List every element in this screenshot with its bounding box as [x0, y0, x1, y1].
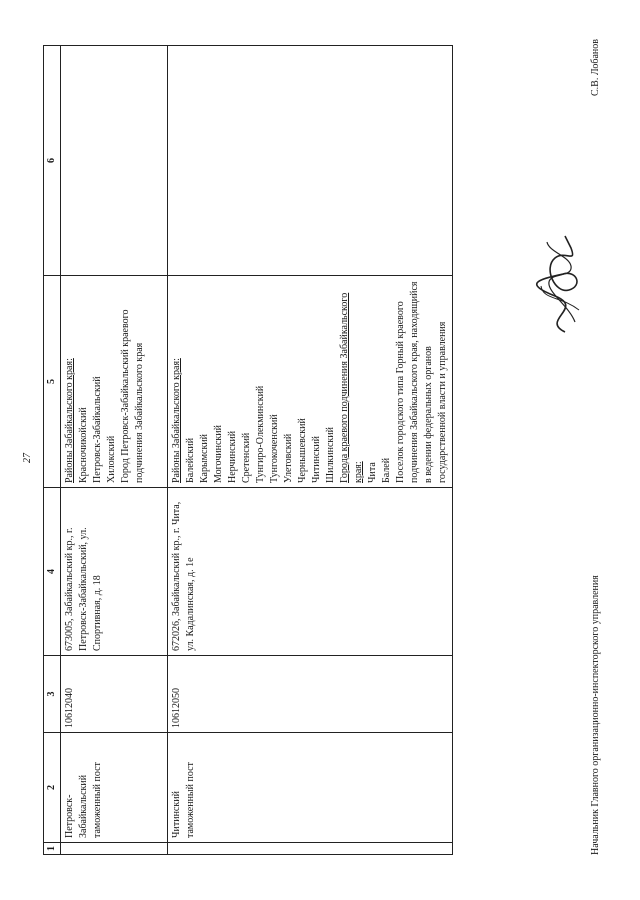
territory-item: Нерчинский	[227, 430, 238, 483]
extra-cell	[168, 46, 453, 276]
territory-item: Красночикойский	[78, 407, 89, 483]
territory-item: Сретенский	[241, 432, 252, 483]
territory-item: Шилкинский	[325, 427, 336, 483]
territory-item: Читинский	[311, 436, 322, 483]
post-code: 10612040	[61, 656, 168, 733]
header-cell-6: 6	[44, 46, 61, 276]
header-cell-1: 1	[44, 843, 61, 855]
territory-item: Хилокский	[106, 435, 117, 483]
extra-cell	[61, 46, 168, 276]
territory-item: Петровск-Забайкальский	[92, 376, 103, 483]
territory-heading: Районы Забайкальского края:	[64, 358, 75, 483]
territory-item: Карымский	[199, 433, 210, 483]
territory-item: Балей	[381, 457, 392, 483]
header-cell-5: 5	[44, 276, 61, 488]
post-name: Петровск-Забайкальский таможенный пост	[61, 733, 168, 843]
territory-item: Чита	[367, 462, 378, 483]
table-row	[61, 46, 168, 855]
territory-item: Балейский	[185, 437, 196, 483]
table-row	[168, 46, 453, 855]
signatory-name: С.В. Лобанов	[590, 39, 601, 96]
territory-item: Тунгокоченский	[269, 414, 280, 483]
header-cell-2: 2	[44, 733, 61, 843]
post-code: 10612050	[168, 656, 453, 733]
row-number	[61, 843, 168, 855]
territory-item: Чернышевский	[297, 418, 308, 483]
row-number	[168, 843, 453, 855]
territory-item: подчинения Забайкальского края	[134, 342, 145, 483]
post-address: 673005, Забайкальский кр., г. Петровск-Забайкальский, ул. Спортивная, д. 18	[61, 488, 168, 656]
signatory-position: Начальник Главного организационно-инспекторского управления	[590, 575, 601, 855]
signature-scribble-icon	[525, 230, 595, 340]
territory-cell	[61, 276, 168, 488]
territory-item: Улетовский	[283, 433, 294, 483]
post-address: 672026, Забайкальский кр., г. Чита, ул. Кадалинская, д. 1е	[168, 488, 453, 656]
header-cell-3: 3	[44, 656, 61, 733]
territory-cell	[168, 276, 453, 488]
territory-item: Город Петровск-Забайкальский краевого	[120, 309, 131, 483]
customs-posts-table	[43, 45, 453, 855]
header-row	[44, 46, 61, 855]
territory-heading-cities: Города краевого подчинения Забайкальского края:	[339, 292, 364, 483]
signature	[525, 230, 595, 340]
post-name: Читинский таможенный пост	[168, 733, 453, 843]
header-cell-4: 4	[44, 488, 61, 656]
page-number: 27	[22, 453, 33, 463]
territory-note: Поселок городского типа Горный краевого подчинения Забайкальского края, находящийся в ведении федеральных органов государственной власти и управления	[395, 281, 448, 483]
territory-item: Могочинский	[213, 425, 224, 483]
territory-heading: Районы Забайкальского края:	[171, 358, 182, 483]
territory-item: Тунгиро-Олекминский	[255, 385, 266, 483]
